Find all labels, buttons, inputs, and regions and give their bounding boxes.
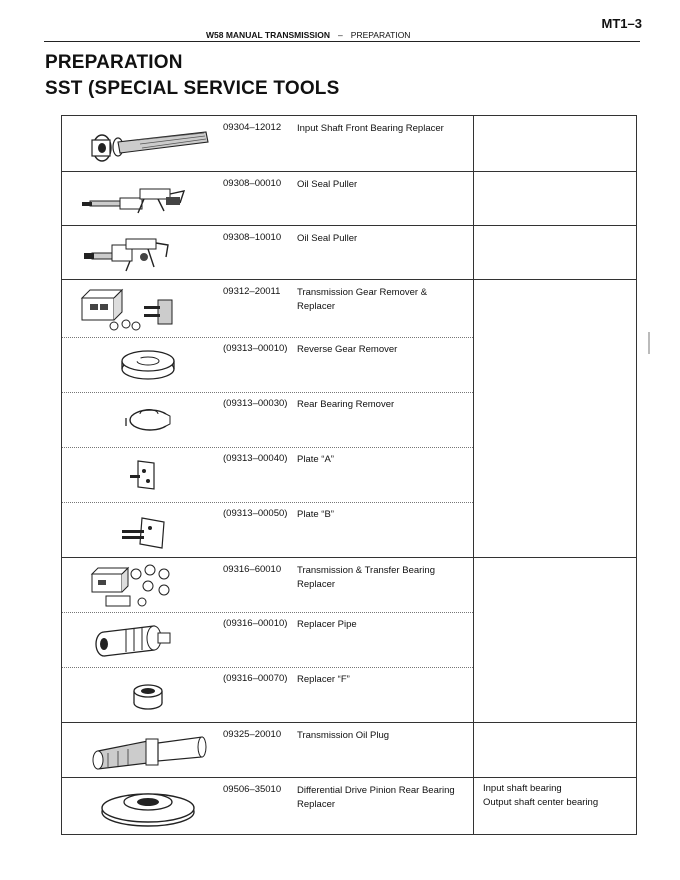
part-number: (09313–00010) bbox=[223, 343, 288, 354]
manual-title: W58 MANUAL TRANSMISSION bbox=[206, 30, 331, 40]
tool-name: Rear Bearing Remover bbox=[297, 399, 395, 410]
c-collar-icon bbox=[78, 341, 218, 387]
tool-row bbox=[62, 722, 636, 778]
part-number: 09316–60010 bbox=[223, 564, 282, 575]
tool-name: Transmission & Transfer Bearing Replacer bbox=[297, 565, 435, 590]
tool-row bbox=[62, 557, 636, 613]
sst-table bbox=[61, 115, 637, 835]
oil-seal-puller-icon bbox=[78, 177, 218, 223]
tool-name: Replacer Pipe bbox=[297, 619, 357, 630]
part-number: 09304–12012 bbox=[223, 122, 282, 133]
tool-name: Replacer “F” bbox=[297, 674, 350, 685]
running-header bbox=[206, 30, 410, 40]
tool-row bbox=[62, 502, 636, 557]
tool-name: Oil Seal Puller bbox=[297, 179, 358, 190]
note-line: Input shaft bearing bbox=[483, 783, 562, 794]
replacer-ring-icon bbox=[78, 671, 218, 717]
page-number: MT1–3 bbox=[601, 16, 642, 31]
tool-row bbox=[62, 667, 636, 722]
part-number: 09312–20011 bbox=[223, 286, 281, 297]
tool-row bbox=[62, 279, 636, 338]
tool-name: Transmission Oil Plug bbox=[297, 730, 390, 741]
part-number: (09313–00030) bbox=[223, 398, 288, 409]
tool-row bbox=[62, 337, 636, 392]
section-subtitle: SST (SPECIAL SERVICE TOOLS bbox=[45, 78, 340, 99]
plate-icon bbox=[78, 506, 218, 552]
part-number: 09308–00010 bbox=[223, 178, 282, 189]
tool-name: Transmission Gear Remover & Replacer bbox=[297, 287, 428, 312]
tool-name: Plate “B” bbox=[297, 509, 334, 520]
bearing-replacer-bolt-icon bbox=[78, 122, 218, 168]
tool-row bbox=[62, 392, 636, 447]
tool-name: Oil Seal Puller bbox=[297, 233, 358, 244]
tool-row bbox=[62, 116, 636, 171]
scan-artifact bbox=[648, 332, 650, 354]
tool-row bbox=[62, 612, 636, 667]
tool-name: Input Shaft Front Bearing Replacer bbox=[297, 123, 444, 134]
part-number: 09325–20010 bbox=[223, 729, 282, 740]
tool-name: Reverse Gear Remover bbox=[297, 344, 398, 355]
tool-row bbox=[62, 225, 636, 280]
oil-plug-icon bbox=[78, 727, 218, 773]
section-title: PREPARATION bbox=[350, 30, 411, 40]
part-number: 09506–35010 bbox=[223, 784, 282, 795]
header-rule bbox=[44, 41, 640, 42]
part-number: (09313–00050) bbox=[223, 508, 288, 519]
tool-row bbox=[62, 171, 636, 226]
tool-name: Plate “A” bbox=[297, 454, 334, 465]
part-number: (09316–00010) bbox=[223, 618, 288, 629]
bearing-replacer-kit-icon bbox=[78, 560, 218, 610]
part-number: (09316–00070) bbox=[223, 673, 288, 684]
c-collar-icon bbox=[78, 396, 218, 442]
pinion-bearing-replacer-icon bbox=[78, 782, 218, 832]
page-title: PREPARATION bbox=[45, 52, 183, 73]
oil-seal-puller-icon bbox=[78, 231, 218, 277]
part-number: 09308–10010 bbox=[223, 232, 282, 243]
tool-row bbox=[62, 447, 636, 502]
note-line: Output shaft center bearing bbox=[483, 797, 599, 808]
plate-icon bbox=[78, 451, 218, 497]
tool-row bbox=[62, 777, 636, 835]
part-number: (09313–00040) bbox=[223, 453, 288, 464]
header-separator: – bbox=[338, 30, 343, 40]
tool-name: Differential Drive Pinion Rear Bearing Replacer bbox=[297, 785, 455, 810]
replacer-pipe-icon bbox=[78, 616, 218, 662]
gear-remover-kit-icon bbox=[78, 282, 218, 334]
